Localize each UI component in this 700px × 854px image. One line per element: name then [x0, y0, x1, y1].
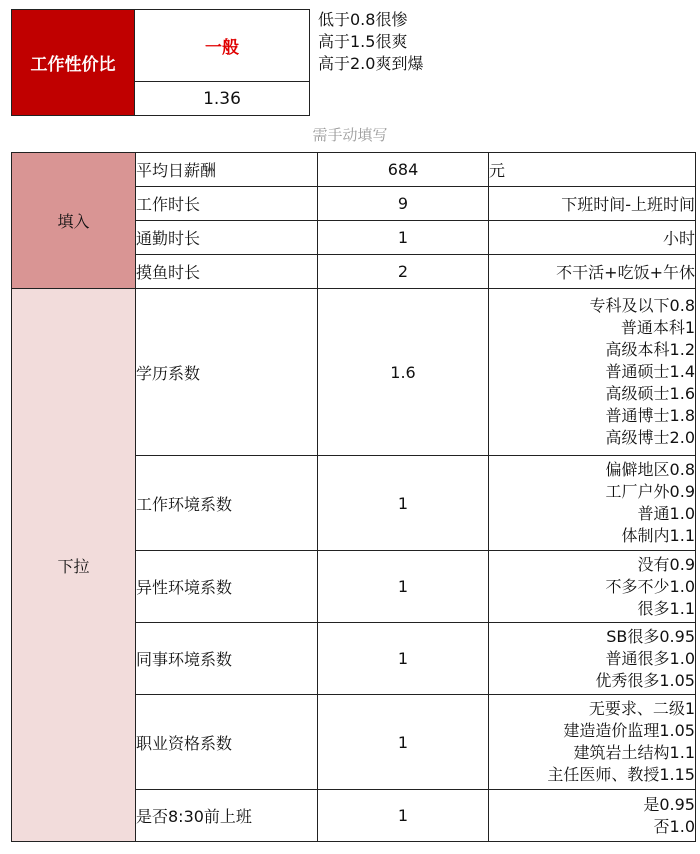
legend-line: 高于1.5很爽 [318, 32, 408, 51]
table-row [12, 289, 696, 456]
option-item: 建造造价监理1.05 [563, 721, 695, 740]
work-environment-select[interactable]: 1 [318, 456, 489, 551]
option-item: 优秀很多1.05 [595, 670, 695, 690]
option-item: 普通很多1.0 [605, 648, 695, 668]
option-item: 无要求、二级1 [588, 699, 695, 718]
colleague-environment-select[interactable]: 1 [318, 623, 489, 695]
row-name: 平均日薪酬 [136, 153, 318, 187]
option-item: 高级博士2.0 [605, 428, 695, 447]
row-name: 摸鱼时长 [136, 255, 318, 289]
row-name: 通勤时长 [136, 221, 318, 255]
rating-legend [318, 9, 423, 75]
qualification-select[interactable]: 1 [318, 695, 489, 790]
options-list [489, 456, 696, 551]
row-unit: 不干活+吃饭+午休 [489, 255, 696, 289]
score-value: 1.36 [135, 82, 310, 116]
option-item: 建筑岩土结构1.1 [573, 743, 695, 762]
option-item: 偏僻地区0.8 [605, 460, 695, 479]
early-start-select[interactable]: 1 [318, 790, 489, 842]
row-name: 是否8:30前上班 [136, 790, 318, 842]
education-select[interactable]: 1.6 [318, 289, 489, 456]
table-row [12, 153, 696, 187]
row-name: 工作环境系数 [136, 456, 318, 551]
option-item: 体制内1.1 [621, 526, 695, 545]
slack-hours-input[interactable]: 2 [318, 255, 489, 289]
options-list [489, 790, 696, 842]
option-item: 普通1.0 [637, 504, 695, 523]
legend-line: 高于2.0爽到爆 [318, 54, 424, 73]
rating-value: 一般 [135, 9, 310, 82]
cost-performance-label: 工作性价比 [11, 9, 135, 116]
option-item: 普通本科1 [620, 318, 695, 337]
dropdown-group-label: 下拉 [12, 289, 136, 842]
option-item: 专科及以下0.8 [589, 296, 695, 315]
options-list [489, 623, 696, 695]
option-item: 普通博士1.8 [605, 406, 695, 425]
work-hours-input[interactable]: 9 [318, 187, 489, 221]
options-list [489, 695, 696, 790]
row-unit: 小时 [489, 221, 696, 255]
option-item: 主任医师、教授1.15 [547, 765, 695, 784]
row-name: 职业资格系数 [136, 695, 318, 790]
row-name: 学历系数 [136, 289, 318, 456]
option-item: 高级硕士1.6 [605, 384, 695, 403]
gender-environment-select[interactable]: 1 [318, 551, 489, 623]
legend-line: 低于0.8很惨 [318, 10, 408, 29]
option-item: 是0.95 [643, 794, 695, 814]
row-unit: 下班时间-上班时间 [489, 187, 696, 221]
row-name: 同事环境系数 [136, 623, 318, 695]
options-list [489, 289, 696, 456]
row-unit: 元 [489, 153, 696, 187]
row-name: 异性环境系数 [136, 551, 318, 623]
option-item: 没有0.9 [637, 554, 695, 574]
option-item: 否1.0 [653, 816, 695, 836]
option-item: 普通硕士1.4 [605, 362, 695, 381]
option-item: 很多1.1 [637, 598, 695, 618]
calculator-table [11, 152, 696, 842]
option-item: 不多不少1.0 [605, 576, 695, 596]
fill-group-label: 填入 [12, 153, 136, 289]
option-item: SB很多0.95 [606, 626, 695, 646]
option-item: 高级本科1.2 [605, 340, 695, 359]
daily-pay-input[interactable]: 684 [318, 153, 489, 187]
option-item: 工厂户外0.9 [605, 482, 695, 501]
options-list [489, 551, 696, 623]
manual-fill-note: 需手动填写 [312, 126, 388, 144]
commute-hours-input[interactable]: 1 [318, 221, 489, 255]
row-name: 工作时长 [136, 187, 318, 221]
